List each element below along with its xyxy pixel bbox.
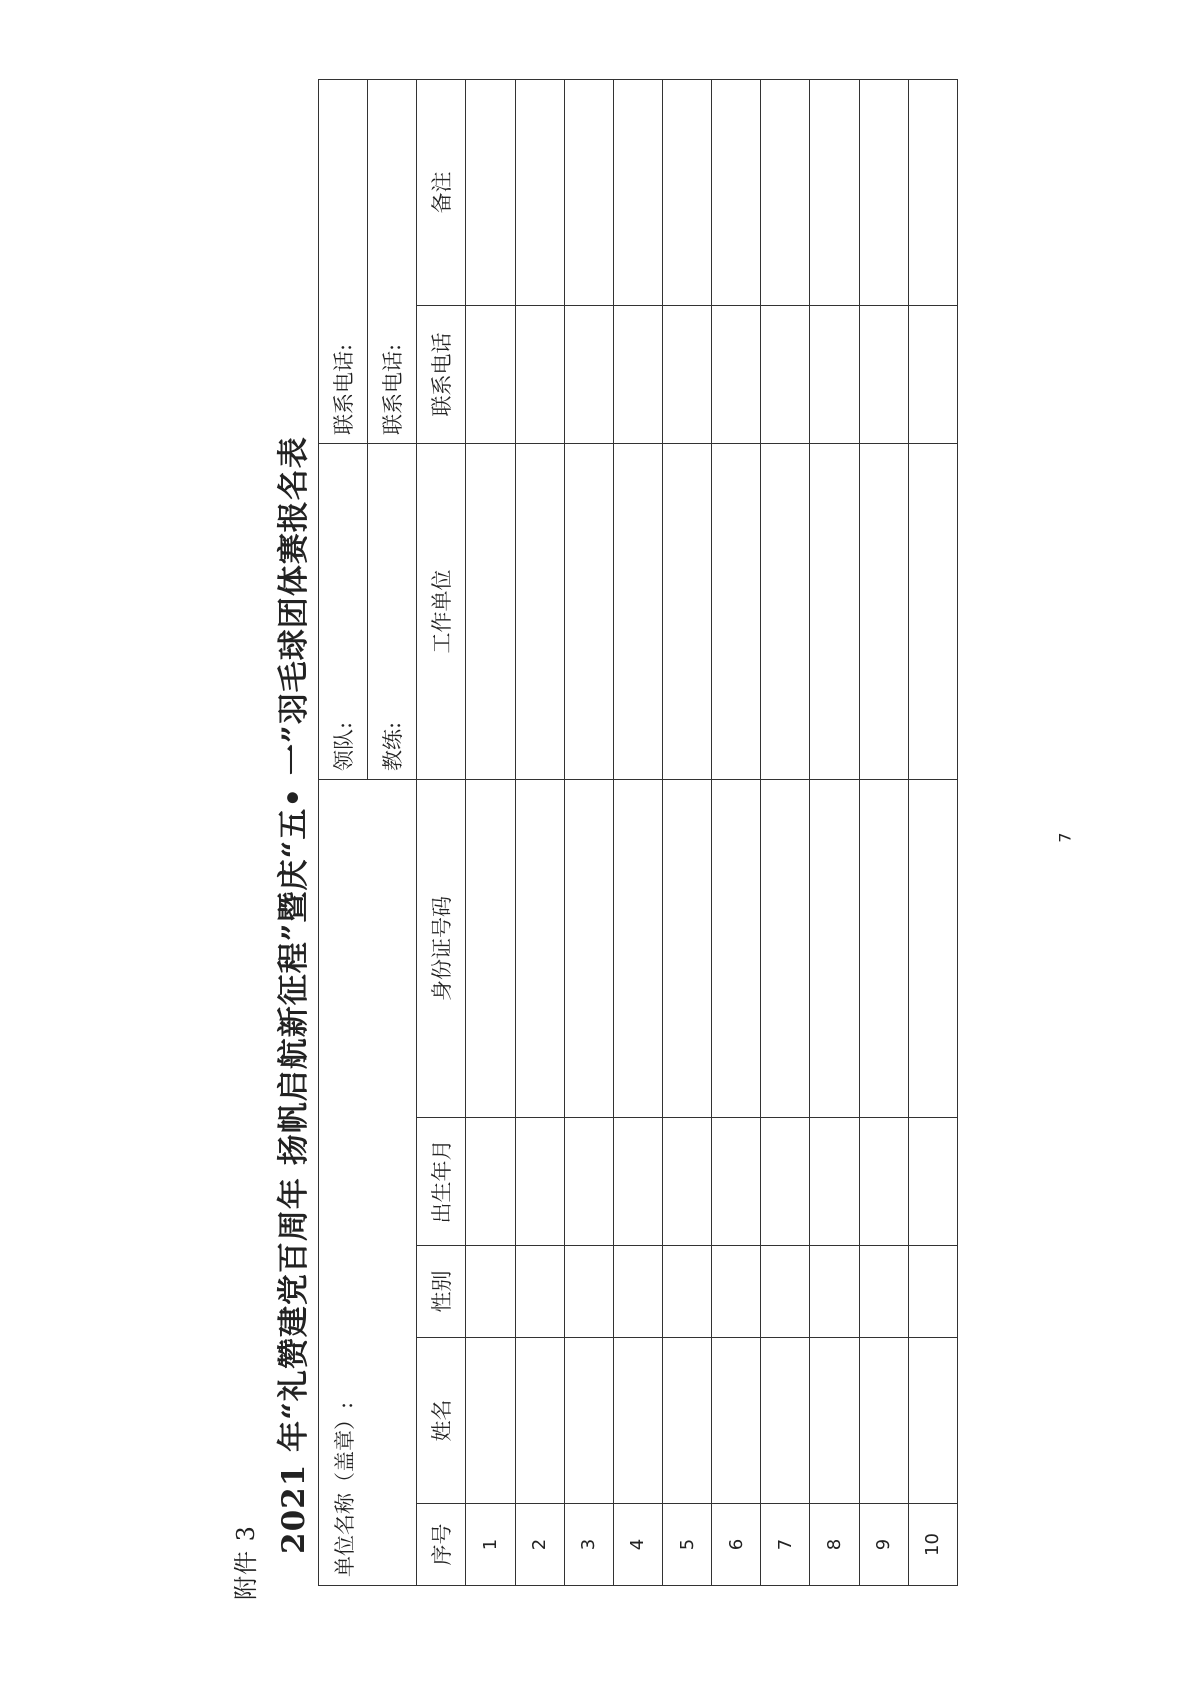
coach-phone-label: 联系电话: (381, 343, 406, 435)
unit-leader-row (319, 79, 368, 1585)
row-number: 10 (908, 1504, 957, 1586)
remark-cell[interactable] (712, 79, 761, 305)
id-cell[interactable] (466, 779, 515, 1117)
form-title: 2021 年“礼赞建党百周年 扬帆启航新征程”暨庆“五• 一”羽毛球团体赛报名表 (276, 436, 312, 1554)
name-cell[interactable] (613, 1338, 662, 1504)
phone-cell[interactable] (859, 305, 908, 443)
leader-phone-label: 联系电话: (332, 343, 357, 435)
remark-cell[interactable] (859, 79, 908, 305)
employer-cell[interactable] (466, 443, 515, 779)
row-number: 7 (761, 1504, 810, 1586)
phone-cell[interactable] (712, 305, 761, 443)
table-row (761, 79, 810, 1585)
row-number: 1 (466, 1504, 515, 1586)
remark-cell[interactable] (564, 79, 613, 305)
col-header-birth: 出生年月 (417, 1118, 466, 1246)
phone-cell[interactable] (662, 305, 711, 443)
birth-cell[interactable] (564, 1118, 613, 1246)
table-row (466, 79, 515, 1585)
table-row (859, 79, 908, 1585)
id-cell[interactable] (908, 779, 957, 1117)
remark-cell[interactable] (515, 79, 564, 305)
row-number: 9 (859, 1504, 908, 1586)
name-cell[interactable] (712, 1338, 761, 1504)
id-cell[interactable] (712, 779, 761, 1117)
row-number: 5 (662, 1504, 711, 1586)
birth-cell[interactable] (613, 1118, 662, 1246)
gender-cell[interactable] (662, 1246, 711, 1338)
id-cell[interactable] (662, 779, 711, 1117)
col-header-gender: 性别 (417, 1246, 466, 1338)
leader-label: 领队: (332, 721, 357, 771)
table-row (908, 79, 957, 1585)
registration-sheet (190, 60, 944, 1600)
name-cell[interactable] (662, 1338, 711, 1504)
birth-cell[interactable] (662, 1118, 711, 1246)
remark-cell[interactable] (810, 79, 859, 305)
phone-cell[interactable] (564, 305, 613, 443)
employer-cell[interactable] (810, 443, 859, 779)
col-header-id: 身份证号码 (417, 779, 466, 1117)
employer-cell[interactable] (761, 443, 810, 779)
employer-cell[interactable] (613, 443, 662, 779)
birth-cell[interactable] (810, 1118, 859, 1246)
leader-cell[interactable] (319, 443, 368, 779)
id-cell[interactable] (515, 779, 564, 1117)
id-cell[interactable] (810, 779, 859, 1117)
col-header-seq: 序号 (417, 1504, 466, 1586)
employer-cell[interactable] (564, 443, 613, 779)
phone-cell[interactable] (515, 305, 564, 443)
remark-cell[interactable] (908, 79, 957, 305)
phone-cell[interactable] (466, 305, 515, 443)
header-row (417, 79, 466, 1585)
id-cell[interactable] (859, 779, 908, 1117)
table-row (564, 79, 613, 1585)
id-cell[interactable] (613, 779, 662, 1117)
birth-cell[interactable] (859, 1118, 908, 1246)
phone-cell[interactable] (613, 305, 662, 443)
registration-table (318, 79, 958, 1586)
employer-cell[interactable] (662, 443, 711, 779)
birth-cell[interactable] (466, 1118, 515, 1246)
id-cell[interactable] (761, 779, 810, 1117)
table-row (712, 79, 761, 1585)
phone-cell[interactable] (761, 305, 810, 443)
id-cell[interactable] (564, 779, 613, 1117)
gender-cell[interactable] (466, 1246, 515, 1338)
coach-phone-cell[interactable] (368, 79, 417, 443)
row-number: 3 (564, 1504, 613, 1586)
name-cell[interactable] (810, 1338, 859, 1504)
col-header-phone: 联系电话 (417, 305, 466, 443)
unit-name-cell[interactable] (319, 779, 417, 1585)
phone-cell[interactable] (810, 305, 859, 443)
name-cell[interactable] (564, 1338, 613, 1504)
birth-cell[interactable] (515, 1118, 564, 1246)
coach-label: 教练: (381, 721, 406, 771)
row-number: 6 (712, 1504, 761, 1586)
birth-cell[interactable] (712, 1118, 761, 1246)
birth-cell[interactable] (908, 1118, 957, 1246)
gender-cell[interactable] (712, 1246, 761, 1338)
table-row (662, 79, 711, 1585)
birth-cell[interactable] (761, 1118, 810, 1246)
employer-cell[interactable] (515, 443, 564, 779)
remark-cell[interactable] (466, 79, 515, 305)
gender-cell[interactable] (908, 1246, 957, 1338)
row-number: 2 (515, 1504, 564, 1586)
phone-cell[interactable] (908, 305, 957, 443)
name-cell[interactable] (908, 1338, 957, 1504)
leader-phone-cell[interactable] (319, 79, 368, 443)
name-cell[interactable] (466, 1338, 515, 1504)
gender-cell[interactable] (761, 1246, 810, 1338)
employer-cell[interactable] (712, 443, 761, 779)
employer-cell[interactable] (859, 443, 908, 779)
name-cell[interactable] (515, 1338, 564, 1504)
attachment-label: 附件 3 (232, 1525, 260, 1600)
remark-cell[interactable] (613, 79, 662, 305)
name-cell[interactable] (761, 1338, 810, 1504)
row-number: 8 (810, 1504, 859, 1586)
page-number: 7 (1055, 832, 1075, 843)
gender-cell[interactable] (515, 1246, 564, 1338)
table-row (613, 79, 662, 1585)
name-cell[interactable] (859, 1338, 908, 1504)
gender-cell[interactable] (564, 1246, 613, 1338)
gender-cell[interactable] (810, 1246, 859, 1338)
remark-cell[interactable] (761, 79, 810, 305)
gender-cell[interactable] (613, 1246, 662, 1338)
col-header-remark: 备注 (417, 79, 466, 305)
gender-cell[interactable] (859, 1246, 908, 1338)
table-row (810, 79, 859, 1585)
col-header-name: 姓名 (417, 1338, 466, 1504)
remark-cell[interactable] (662, 79, 711, 305)
unit-name-label: 单位名称（盖章）: (333, 1401, 357, 1577)
employer-cell[interactable] (908, 443, 957, 779)
row-number: 4 (613, 1504, 662, 1586)
coach-cell[interactable] (368, 443, 417, 779)
table-row (515, 79, 564, 1585)
col-header-employer: 工作单位 (417, 443, 466, 779)
